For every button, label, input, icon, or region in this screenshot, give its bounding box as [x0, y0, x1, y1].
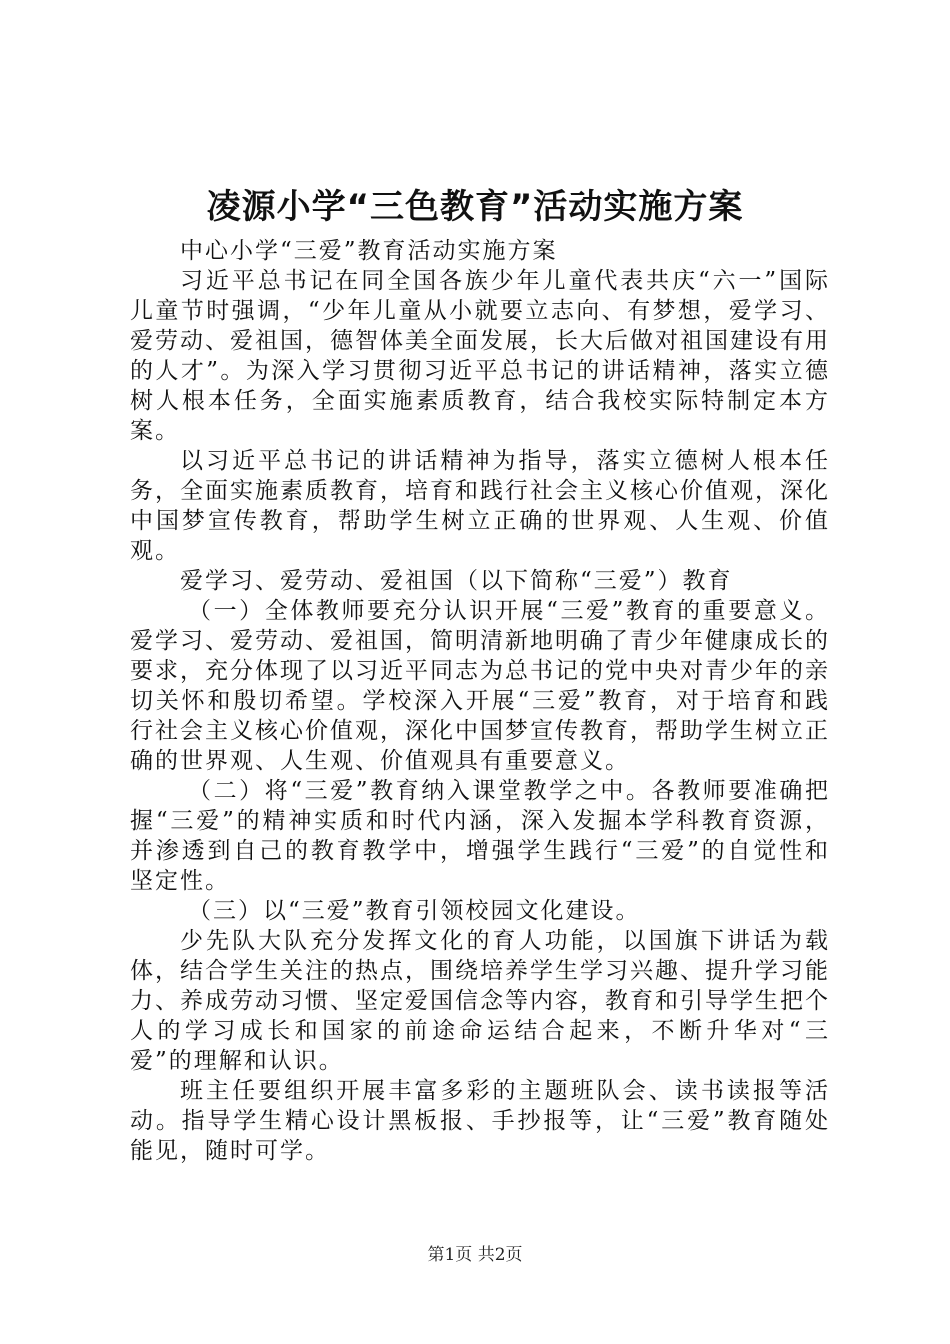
subtitle-paragraph: 中心小学“三爱”教育活动实施方案 — [180, 238, 558, 264]
item-one-paragraph: （一）全体教师要充分认识开展“三爱”教育的重要意义。爱学习、爱劳动、爱祖国，简明清新地明确了青少年健康成长的要求，充分体现了以习近平同志为总书记的党中央对青少年的亲切关怀和殷切希望。学校深入开展“三爱”教育，对于培育和践行社会主义核心价值观，深化中国梦宣传教育，帮助学生树立正确的世界观、人生观、价值观具有重要意义。 — [130, 598, 830, 774]
section-heading: 爱学习、爱劳动、爱祖国（以下简称“三爱”）教育 — [180, 568, 733, 594]
page-number: 第1页 共2页 — [427, 1245, 523, 1265]
document-title: 凌源小学“三色教育”活动实施方案 — [206, 187, 744, 227]
young-pioneers-paragraph: 少先队大队充分发挥文化的育人功能，以国旗下讲话为载体，结合学生关注的热点，围绕培养学生学习兴趣、提升学习能力、养成劳动习惯、坚定爱国信念等内容，教育和引导学生把个人的学习成长和国家的前途命运结合起来，不断升华对“三爱”的理解和认识。 — [130, 928, 830, 1074]
item-two-paragraph: （二）将“三爱”教育纳入课堂教学之中。各教师要准确把握“三爱”的精神实质和时代内涵，深入发掘本学科教育资源，并渗透到自己的教育教学中，增强学生践行“三爱”的自觉性和坚定性。 — [130, 778, 830, 894]
document-body — [130, 236, 830, 1166]
guiding-principle-paragraph: 以习近平总书记的讲话精神为指导，落实立德树人根本任务，全面实施素质教育，培育和践行社会主义核心价值观，深化中国梦宣传教育，帮助学生树立正确的世界观、人生观、价值观。 — [130, 448, 830, 564]
item-three-heading: （三）以“三爱”教育引领校园文化建设。 — [188, 898, 641, 924]
intro-paragraph: 习近平总书记在同全国各族少年儿童代表共庆“六一”国际儿童节时强调，“少年儿童从小就要立志向、有梦想，爱学习、爱劳动、爱祖国，德智体美全面发展，长大后做对祖国建设有用的人才”。为深入学习贯彻习近平总书记的讲话精神，落实立德树人根本任务，全面实施素质教育，结合我校实际特制定本方案。 — [130, 268, 830, 444]
class-teacher-paragraph: 班主任要组织开展丰富多彩的主题班队会、读书读报等活动。指导学生精心设计黑板报、手抄报等，让“三爱”教育随处能见，随时可学。 — [130, 1078, 830, 1164]
